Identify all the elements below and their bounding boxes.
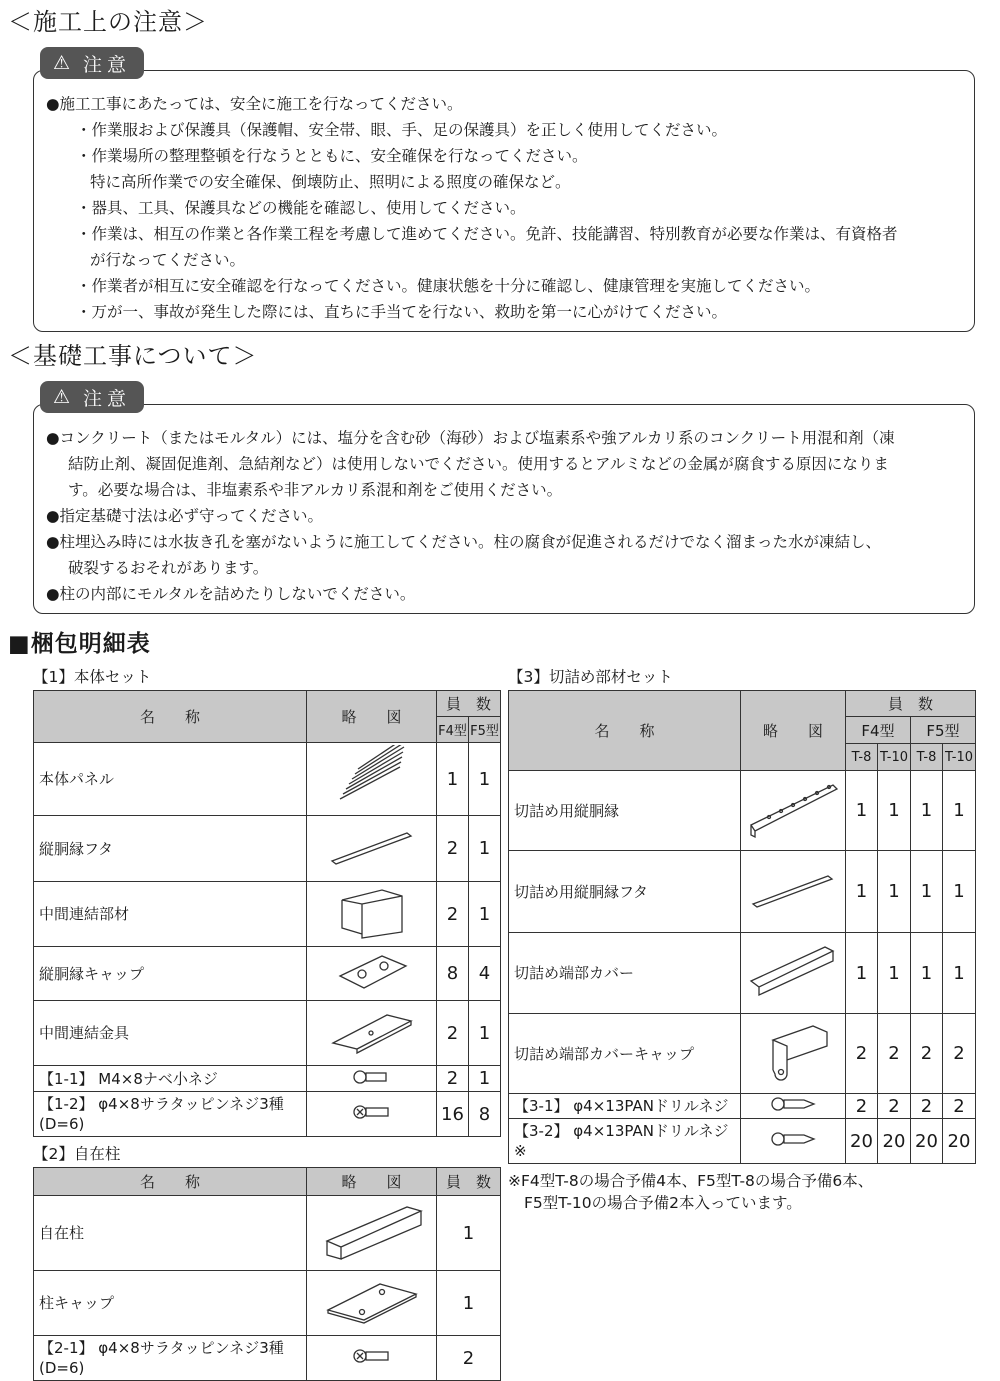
warning-icon: ⚠	[52, 386, 76, 408]
qty-cell: 2	[911, 1014, 943, 1094]
header-name: 名 称	[509, 691, 741, 771]
post-icon	[307, 1196, 437, 1271]
caution-badge	[40, 381, 144, 413]
qty-f4: 16	[437, 1092, 469, 1137]
text-line: ●柱埋込み時には水抜き孔を塞がないように施工してください。柱の腐食が促進されるだけでなく溜まった水が凍結し、	[46, 533, 882, 551]
item-name: 切詰め用縦胴縁フタ	[509, 851, 741, 933]
header-figure: 略 図	[307, 1168, 437, 1196]
header-qty: 員 数	[846, 691, 976, 717]
section-title-foundation: ＜基礎工事について＞	[8, 342, 258, 370]
footnote-line: F5型T-10の場合予備2本入っています。	[524, 1194, 802, 1212]
item-name: 【1-2】 φ4×8サラタッピンネジ3種(D=6)	[34, 1092, 307, 1137]
cap-plate-icon	[307, 1271, 437, 1336]
header-t8: T-8	[846, 744, 878, 771]
header-figure: 略 図	[307, 691, 437, 743]
text-line: す。必要な場合は、非塩素系や非アルカリ系混和剤をご使用ください。	[68, 481, 563, 499]
text-line: ●指定基礎寸法は必ず守ってください。	[46, 507, 324, 525]
flat-screw-icon	[307, 1336, 437, 1381]
warning-icon: ⚠	[52, 52, 76, 74]
qty: 2	[437, 1336, 501, 1381]
header-f4: F4型	[437, 717, 469, 743]
table-row	[34, 743, 501, 816]
bracket-icon	[307, 1001, 437, 1066]
qty-cell: 2	[943, 1094, 976, 1119]
item-name: 【2-1】 φ4×8サラタッピンネジ3種(D=6)	[34, 1336, 307, 1381]
caution-section-construction	[33, 52, 975, 332]
qty-cell: 1	[943, 771, 976, 851]
table-row	[34, 1066, 501, 1092]
panel-bundle-icon	[307, 743, 437, 816]
qty-cell: 1	[846, 933, 878, 1014]
table3-caption: 【3】切詰め部材セット	[508, 668, 673, 686]
qty: 1	[437, 1196, 501, 1271]
item-name: 【3-1】 φ4×13PANドリルネジ	[509, 1094, 741, 1119]
qty-f5: 1	[469, 743, 501, 816]
qty-cell: 2	[878, 1094, 911, 1119]
packing-tables	[33, 666, 975, 1381]
table-free-post	[33, 1167, 501, 1381]
qty-f4: 2	[437, 1066, 469, 1092]
qty: 1	[437, 1271, 501, 1336]
qty-cell: 2	[943, 1014, 976, 1094]
header-qty: 員 数	[437, 1168, 501, 1196]
text-line: ・作業服および保護具（保護帽、安全帯、眼、手、足の保護具）を正しく使用してください。	[76, 121, 728, 139]
text-line: ・器具、工具、保護具などの機能を確認し、使用してください。	[76, 199, 526, 217]
text-line: ●施工工事にあたっては、安全に施工を行なってください。	[46, 95, 463, 113]
qty-cell: 2	[878, 1014, 911, 1094]
header-f5: F5型	[911, 717, 976, 744]
qty-cell: 20	[911, 1119, 943, 1164]
caution-section-foundation	[33, 386, 975, 614]
table-cut-set	[508, 690, 976, 1164]
qty-cell: 1	[878, 851, 911, 933]
qty-cell: 2	[911, 1094, 943, 1119]
strip-icon	[307, 816, 437, 882]
item-name: 柱キャップ	[34, 1271, 307, 1336]
item-name: 本体パネル	[34, 743, 307, 816]
qty-cell: 1	[911, 933, 943, 1014]
pan-screw-icon	[307, 1066, 437, 1092]
left-column	[33, 666, 500, 1381]
text-line: ・万が一、事故が発生した際には、直ちに手当てを行ない、救助を第一に心がけてください。	[76, 303, 728, 321]
plate-icon	[307, 947, 437, 1001]
table-row	[34, 816, 501, 882]
text-line: ●柱の内部にモルタルを詰めたりしないでください。	[46, 585, 416, 603]
text-line: が行なってください。	[90, 251, 246, 269]
item-name: 中間連結部材	[34, 882, 307, 947]
header-f5: F5型	[469, 717, 501, 743]
text-line: 破裂するおそれがあります。	[68, 559, 269, 577]
caution-box-foundation	[33, 404, 975, 614]
qty-f4: 1	[437, 743, 469, 816]
header-name: 名 称	[34, 1168, 307, 1196]
channel-icon	[307, 882, 437, 947]
text-line: 結防止剤、凝固促進剤、急結剤など）は使用しないでください。使用するとアルミなどの金属が腐食する原因になりま	[68, 455, 889, 473]
section-title-construction: ＜施工上の注意＞	[8, 8, 208, 36]
qty-cell: 20	[878, 1119, 911, 1164]
qty-f4: 2	[437, 816, 469, 882]
table-row	[34, 1271, 501, 1336]
header-qty: 員 数	[437, 691, 501, 717]
qty-cell: 2	[846, 1014, 878, 1094]
item-name: 【3-2】 φ4×13PANドリルネジ※	[509, 1119, 741, 1164]
table-row	[509, 851, 976, 933]
caution-badge	[40, 47, 144, 79]
table-row	[34, 1196, 501, 1271]
item-name: 縦胴縁フタ	[34, 816, 307, 882]
item-name: 切詰め端部カバー	[509, 933, 741, 1014]
qty-f5: 1	[469, 1001, 501, 1066]
qty-f4: 8	[437, 947, 469, 1001]
caution-box-construction	[33, 70, 975, 332]
flat-screw-icon	[307, 1092, 437, 1137]
item-name: 自在柱	[34, 1196, 307, 1271]
table-row	[34, 1001, 501, 1066]
text-line: 特に高所作業での安全確保、倒壊防止、照明による照度の確保など。	[90, 173, 571, 191]
table-row	[509, 933, 976, 1014]
header-t10: T-10	[878, 744, 911, 771]
header-figure: 略 図	[741, 691, 846, 771]
perforated-rail-icon	[741, 771, 846, 851]
badge-label: 注意	[83, 387, 132, 410]
qty-f5: 1	[469, 882, 501, 947]
qty-cell: 1	[878, 933, 911, 1014]
packing-title: ■梱包明細表	[8, 631, 151, 657]
item-name: 切詰め用縦胴縁	[509, 771, 741, 851]
footnote	[508, 1170, 975, 1214]
table-row	[34, 1092, 501, 1137]
angle-icon	[741, 933, 846, 1014]
footnote-line: ※F4型T-8の場合予備4本、F5型T-8の場合予備6本、	[508, 1172, 874, 1190]
qty-cell: 1	[911, 771, 943, 851]
table-row	[34, 1336, 501, 1381]
qty-f5: 1	[469, 816, 501, 882]
table-row	[509, 1094, 976, 1119]
cap-icon	[741, 1014, 846, 1094]
text-line: ・作業者が相互に安全確認を行なってください。健康状態を十分に確認し、健康管理を実施してください。	[76, 277, 821, 295]
table1-caption: 【1】本体セット	[33, 668, 152, 686]
header-t10: T-10	[943, 744, 976, 771]
qty-cell: 20	[846, 1119, 878, 1164]
table-body-set	[33, 690, 501, 1137]
qty-f4: 2	[437, 882, 469, 947]
item-name: 縦胴縁キャップ	[34, 947, 307, 1001]
table-row	[509, 1119, 976, 1164]
qty-cell: 1	[846, 771, 878, 851]
qty-cell: 1	[943, 851, 976, 933]
strip-icon	[741, 851, 846, 933]
table-row	[34, 882, 501, 947]
qty-cell: 20	[943, 1119, 976, 1164]
table-row	[34, 947, 501, 1001]
header-t8: T-8	[911, 744, 943, 771]
qty-f5: 4	[469, 947, 501, 1001]
text-line: ・作業は、相互の作業と各作業工程を考慮して進めてください。免許、技能講習、特別教育が必要な作業は、有資格者	[76, 225, 898, 243]
qty-cell: 1	[943, 933, 976, 1014]
table-row	[509, 771, 976, 851]
table2-caption: 【2】自在柱	[33, 1145, 121, 1163]
qty-cell: 1	[878, 771, 911, 851]
item-name: 【1-1】 M4×8ナベ小ネジ	[34, 1066, 307, 1092]
qty-cell: 1	[911, 851, 943, 933]
qty-cell: 2	[846, 1094, 878, 1119]
item-name: 切詰め端部カバーキャップ	[509, 1014, 741, 1094]
drill-screw-icon	[741, 1119, 846, 1164]
right-column	[508, 666, 975, 1214]
header-f4: F4型	[846, 717, 911, 744]
qty-f5: 1	[469, 1066, 501, 1092]
header-name: 名 称	[34, 691, 307, 743]
text-line: ・作業場所の整理整頓を行なうとともに、安全確保を行なってください。	[76, 147, 588, 165]
badge-label: 注意	[83, 53, 132, 76]
text-line: ●コンクリート（またはモルタル）には、塩分を含む砂（海砂）および塩素系や強アルカリ系のコンクリート用混和剤（凍	[46, 429, 895, 447]
table-row	[509, 1014, 976, 1094]
qty-f5: 8	[469, 1092, 501, 1137]
item-name: 中間連結金具	[34, 1001, 307, 1066]
qty-f4: 2	[437, 1001, 469, 1066]
drill-screw-icon	[741, 1094, 846, 1119]
qty-cell: 1	[846, 851, 878, 933]
